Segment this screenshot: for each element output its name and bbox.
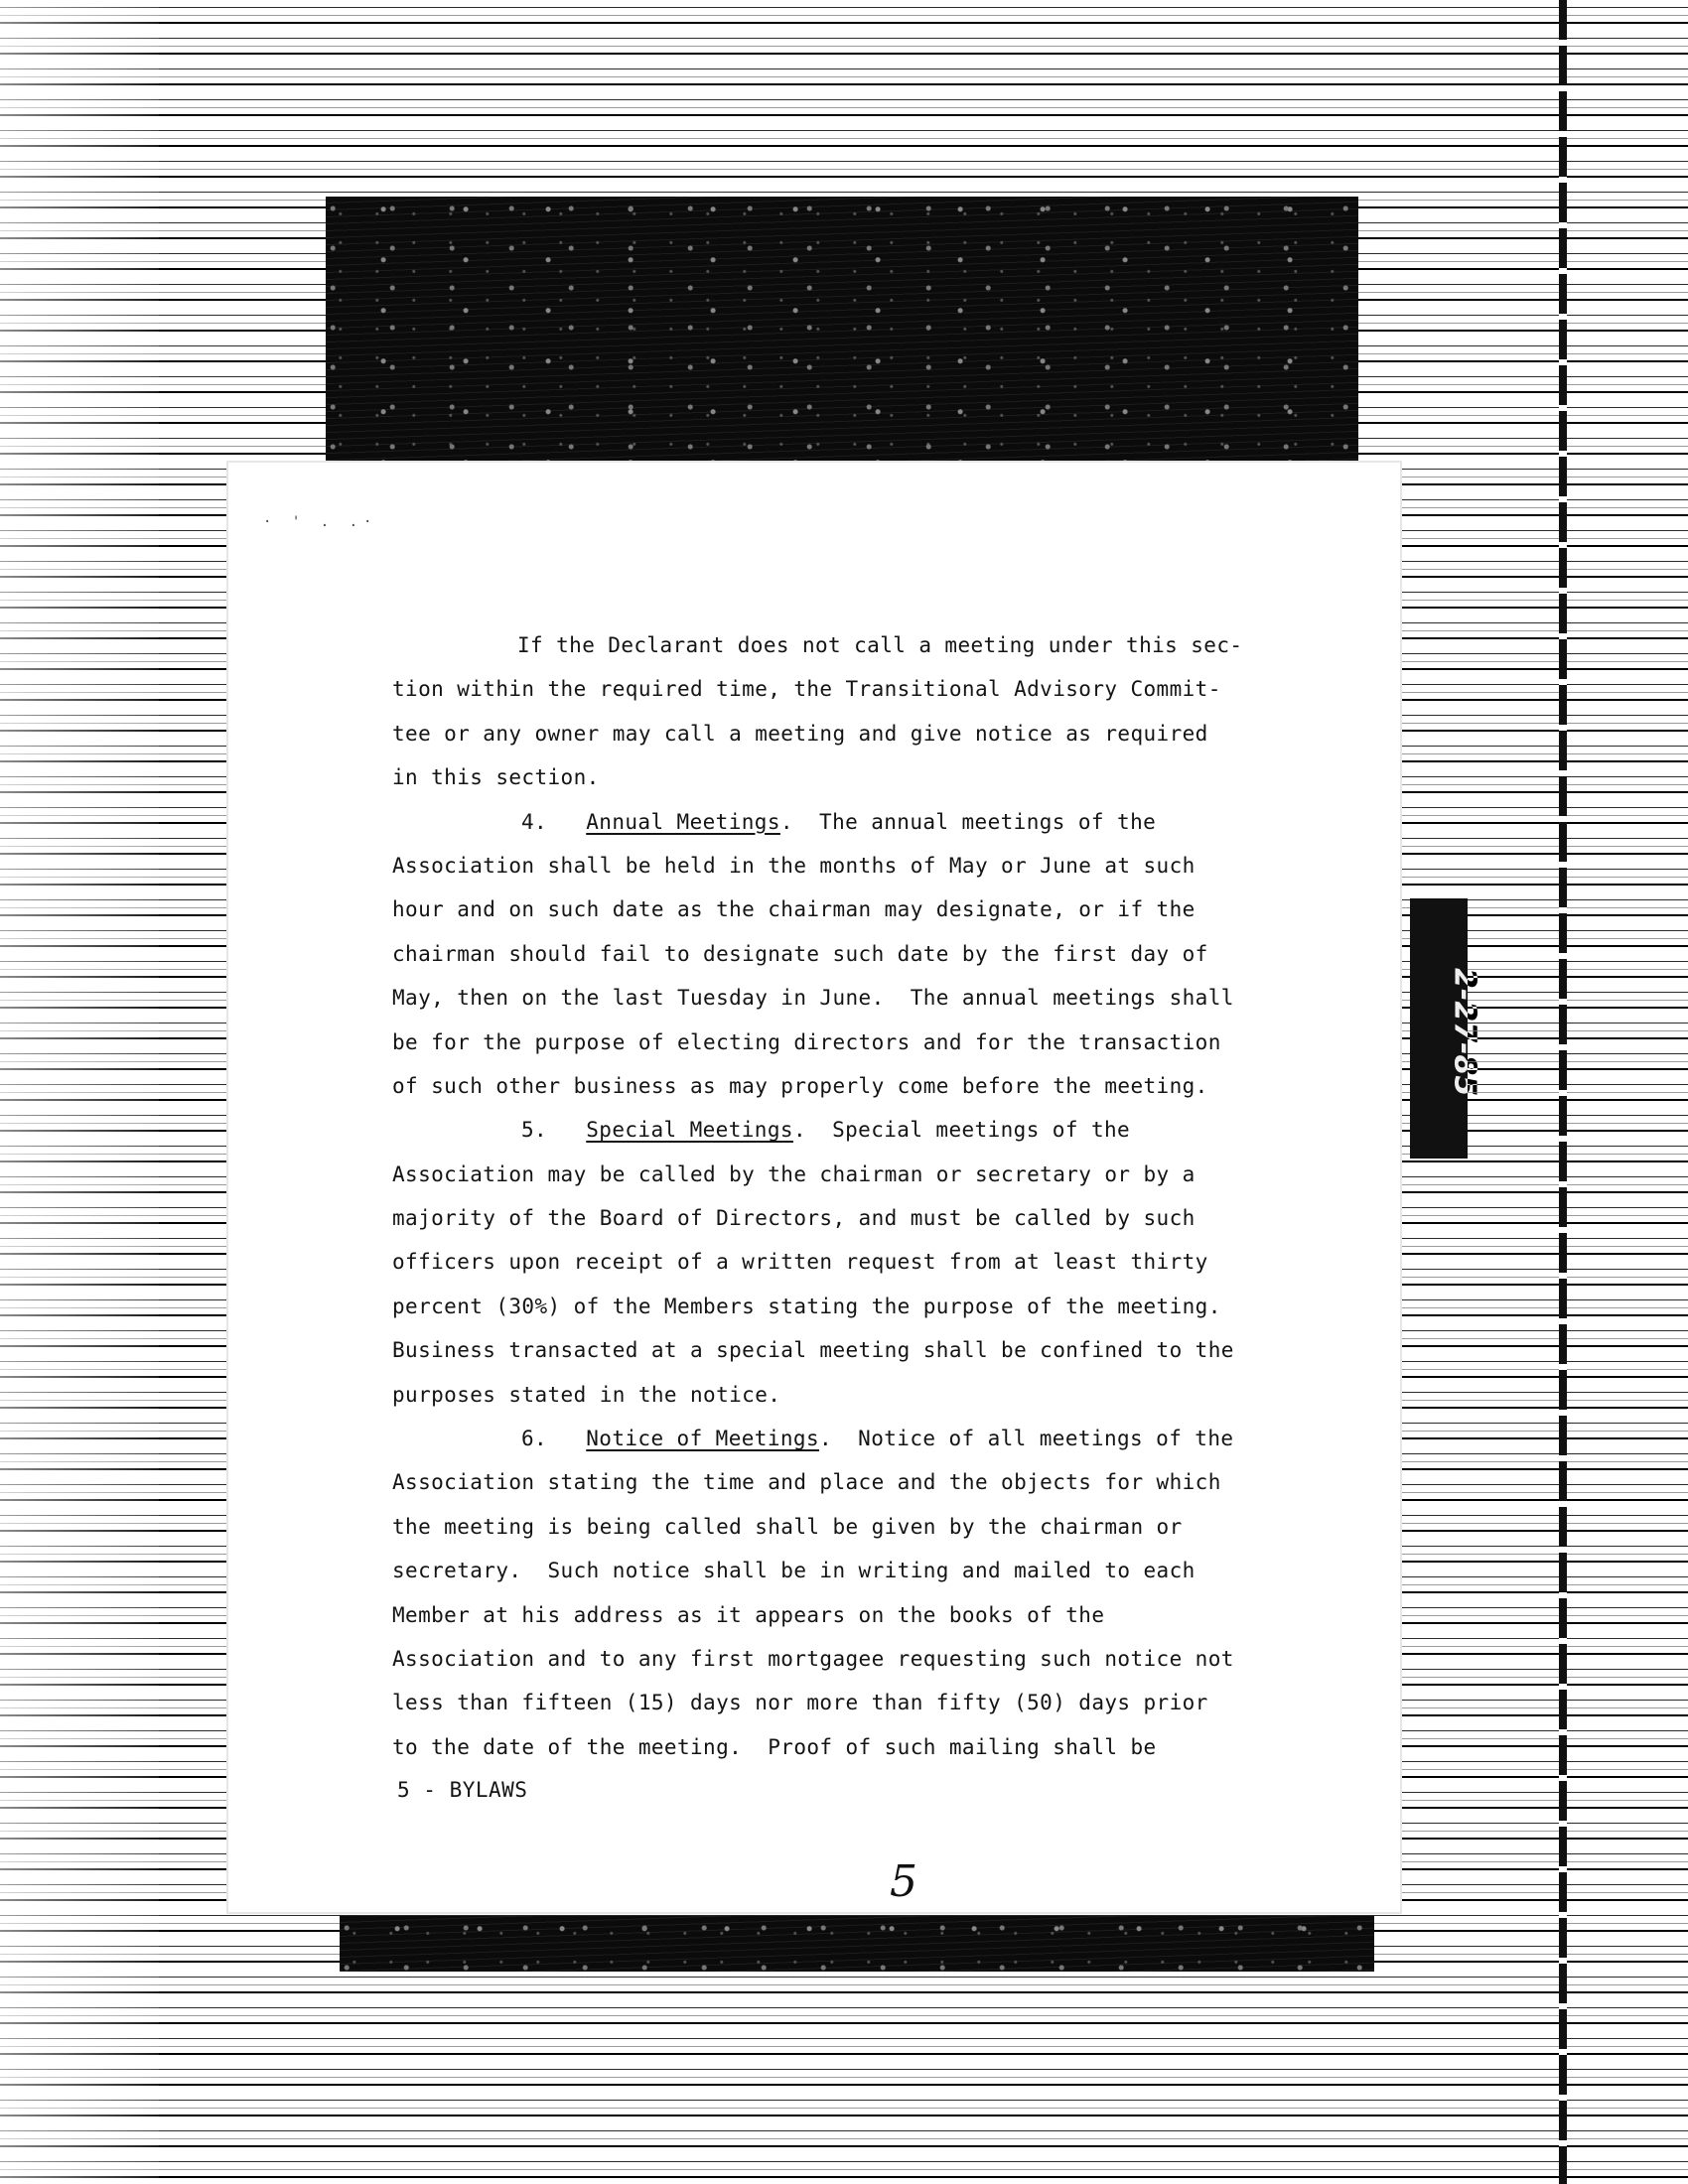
text-line: Association stating the time and place and the objects for which [392, 1470, 1221, 1495]
scan-specks: · ' . .· [263, 514, 378, 530]
text-line: to the date of the meeting. Proof of such mailing shall be [392, 1734, 1157, 1759]
section-number: 6. [521, 1427, 548, 1451]
text-line: be for the purpose of electing directors and for the transaction [392, 1029, 1221, 1054]
text-line: hour and on such date as the chairman may designate, or if the [392, 897, 1196, 922]
text-line: majority of the Board of Directors, and must be called by such [392, 1206, 1196, 1231]
text-line: Member at his address as it appears on the books of the [392, 1602, 1105, 1627]
text-line: purposes stated in the notice. [392, 1382, 781, 1407]
text-line: less than fifteen (15) days nor more than fifty (50) days prior [392, 1691, 1208, 1715]
text-line: May, then on the last Tuesday in June. The annual meetings shall [392, 986, 1234, 1011]
section-5-first-line: 5. Special Meetings. Special meetings of the [521, 1118, 1131, 1143]
text-line: Special meetings of the [832, 1118, 1131, 1143]
bylaws-text-block [392, 623, 1306, 1769]
text-line: percent (30%) of the Members stating the purpose of the meeting. [392, 1294, 1221, 1318]
text-line: If the Declarant does not call a meeting under this sec- [517, 633, 1243, 657]
text-line: officers upon receipt of a written request from at least thirty [392, 1250, 1208, 1275]
text-line: chairman should fail to designate such date by the first day of [392, 941, 1208, 966]
section-6-first-line: 6. Notice of Meetings. Notice of all meetings of the [521, 1427, 1234, 1451]
page-footer: 5 - BYLAWS [397, 1778, 528, 1802]
section-heading: Annual Meetings [586, 809, 780, 834]
text-line: in this section. [392, 765, 600, 790]
text-line: Association shall be held in the months of May or June at such [392, 853, 1196, 878]
text-line: Association may be called by the chairman or secretary or by a [392, 1161, 1196, 1186]
text-line: tee or any owner may call a meeting and give notice as required [392, 721, 1208, 746]
text-line: The annual meetings of the [819, 809, 1157, 834]
handwritten-page-number: 5 [890, 1856, 917, 1907]
scan-edge-artifact [1559, 0, 1567, 2184]
scan-dark-band-bottom [340, 1916, 1374, 1972]
section-heading: Special Meetings [586, 1118, 793, 1143]
margin-date-stamp: 2-27-85 [1447, 968, 1482, 1097]
text-line: of such other business as may properly come before the meeting. [392, 1073, 1208, 1098]
section-number: 5. [521, 1118, 548, 1143]
text-line: Notice of all meetings of the [858, 1427, 1234, 1451]
text-line: the meeting is being called shall be given by the chairman or [392, 1514, 1183, 1539]
section-4-first-line: 4. Annual Meetings. The annual meetings of the [521, 809, 1157, 834]
scan-dark-band-top [326, 197, 1358, 463]
section-heading: Notice of Meetings [586, 1427, 820, 1451]
text-line: tion within the required time, the Transitional Advisory Commit- [392, 677, 1221, 702]
scan-noise-fade [0, 0, 159, 2184]
text-line: Association and to any first mortgagee requesting such notice not [392, 1646, 1234, 1671]
section-number: 4. [521, 809, 548, 834]
text-line: secretary. Such notice shall be in writing and mailed to each [392, 1559, 1196, 1583]
text-line: Business transacted at a special meeting shall be confined to the [392, 1338, 1234, 1363]
